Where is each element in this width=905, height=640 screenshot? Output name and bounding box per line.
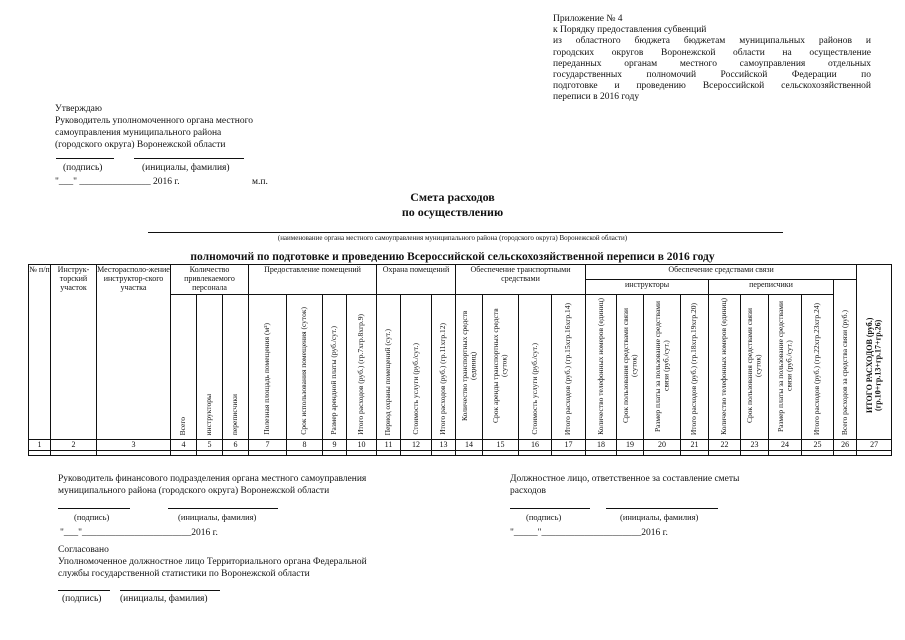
header-communication: Обеспечение средствами связи (586, 265, 857, 280)
header-col: инструкторы (197, 295, 223, 440)
initials-line (168, 508, 278, 509)
header-comm-total: Всего расходов за средства связи (руб.) (834, 280, 857, 440)
initials-caption: (инициалы, фамилия) (120, 594, 208, 604)
header-col: Срок пользования средствами связи (суток) (617, 295, 644, 440)
column-number: 9 (323, 440, 347, 451)
resp-date: "_____"_____________________2016 г. (510, 528, 668, 538)
resp-line: Должностное лицо, ответственное за составление сметы (510, 474, 740, 484)
doc-subtitle: по осуществлению (401, 205, 504, 219)
sign-caption: (подпись) (62, 594, 102, 604)
agreed-title: Согласовано (58, 545, 109, 555)
sign-caption: (подпись) (526, 512, 562, 522)
column-number: 26 (834, 440, 857, 451)
appendix-line: государственных полномочий Российской Федерации по (553, 70, 871, 81)
sign-caption: (подпись) (74, 512, 110, 522)
table-row (29, 451, 892, 456)
sign-caption: (подпись) (63, 163, 103, 173)
approve-line: самоуправления муниципального района (55, 128, 222, 138)
signature-line (58, 590, 110, 591)
org-line (148, 232, 783, 233)
header-staff: Количество привлекаемого персонала (171, 265, 249, 295)
initials-line (606, 508, 718, 509)
header-col: Срок использования помещения (суток) (287, 295, 323, 440)
column-number: 23 (741, 440, 769, 451)
column-number: 10 (347, 440, 377, 451)
header-col: Итого расходов (руб.) (гр.7хгр.8хгр.9) (347, 295, 377, 440)
agreed-line: Уполномоченное должностное лицо Территориального органа Федеральной (58, 557, 367, 567)
approve-line: Руководитель уполномоченного органа местного (55, 116, 253, 126)
signature-line (58, 508, 130, 509)
header-col: Количество телефонных номеров (единиц) (709, 295, 741, 440)
header-location: Месторасполо-жение инструктор-ского участка (97, 265, 171, 440)
column-number: 6 (223, 440, 249, 451)
header-col: Итого расходов (руб.) (гр.15хгр.16хгр.14) (552, 295, 586, 440)
header-col: Полезная площадь помещения (м²) (249, 295, 287, 440)
doc-purpose: полномочий по подготовке и проведению Всероссийской сельскохозяйственной переписи в 2016 году (190, 251, 715, 263)
column-number: 19 (617, 440, 644, 451)
column-number: 18 (586, 440, 617, 451)
column-number: 13 (432, 440, 456, 451)
initials-caption: (инициалы, фамилия) (620, 512, 699, 522)
approve-title: Утверждаю (55, 104, 102, 114)
header-comm-instructors: инструкторы (586, 280, 709, 295)
appendix-block (553, 14, 871, 104)
column-number: 14 (456, 440, 483, 451)
fin-line: муниципального района (городского округа) Воронежской области (58, 486, 330, 496)
header-col: Стоимость услуги (руб./сут.) (401, 295, 432, 440)
column-numbers-row (29, 440, 892, 451)
header-transport: Обеспечение транспортными средствами (456, 265, 586, 295)
column-number: 5 (197, 440, 223, 451)
resp-line: расходов (510, 486, 546, 496)
header-col: Итого расходов (руб.) (гр.18хгр.19хгр.20) (681, 295, 709, 440)
stamp-place: м.п. (252, 177, 268, 187)
column-number: 25 (802, 440, 834, 451)
signature-line (510, 508, 590, 509)
fin-line: Руководитель финансового подразделения органа местного самоуправления (58, 474, 367, 484)
appendix-line: из областного бюджета бюджетам муниципальных районов и (553, 36, 871, 47)
appendix-line: к Порядку предоставления субвенций (553, 25, 707, 36)
appendix-line: переданных органам местного самоуправления отдельных (553, 58, 871, 69)
column-number: 4 (171, 440, 197, 451)
header-col: Срок пользования средствами связи (суток) (741, 295, 769, 440)
initials-caption: (инициалы, фамилия) (142, 163, 230, 173)
fin-date: "___"_______________________2016 г. (60, 528, 218, 538)
appendix-line: Приложение № 4 (553, 14, 623, 24)
header-col: Итого расходов (руб.) (гр.22хгр.23хгр.24) (802, 295, 834, 440)
header-col: Срок аренды транспортных средств (суток) (483, 295, 519, 440)
header-col: Размер арендной платы (руб./сут.) (323, 295, 347, 440)
header-col: Всего (171, 295, 197, 440)
header-col: Период охраны помещений (сут.) (377, 295, 401, 440)
org-caption: (наименование органа местного самоуправления муниципального района (городского округа) Воронежской области) (277, 234, 628, 242)
column-number: 16 (519, 440, 552, 451)
appendix-line: подготовке и проведению Всероссийской сельскохозяйственной (553, 81, 871, 92)
column-number: 20 (644, 440, 681, 451)
column-number: 17 (552, 440, 586, 451)
header-col: Размер платы за пользование средствами связи (руб./сут.) (769, 295, 802, 440)
column-number: 11 (377, 440, 401, 451)
column-number: 8 (287, 440, 323, 451)
header-total: ИТОГО РАСХОДОВ (руб.) (гр.10+гр.13+гр.17+гр.26) (857, 265, 892, 440)
header-col: Размер платы за пользование средствами связи (руб./сут.) (644, 295, 681, 440)
column-number: 15 (483, 440, 519, 451)
approve-date: "___" _______________ 2016 г. (55, 177, 180, 187)
header-col: Количество транспортных средств (единиц) (456, 295, 483, 440)
initials-line (134, 158, 244, 159)
column-number: 27 (857, 440, 892, 451)
agreed-line: службы государственной статистики по Воронежской области (58, 569, 310, 579)
header-num: № п/п (29, 265, 51, 440)
header-security: Охрана помещений (377, 265, 456, 295)
signature-line (56, 158, 114, 159)
header-col: переписчики (223, 295, 249, 440)
column-number: 12 (401, 440, 432, 451)
column-number: 2 (51, 440, 97, 451)
column-number: 7 (249, 440, 287, 451)
column-number: 21 (681, 440, 709, 451)
header-instructor-area: Инструк-торский участок (51, 265, 97, 440)
initials-line (120, 590, 220, 591)
header-comm-enumerators: переписчики (709, 280, 834, 295)
header-premises: Предоставление помещений (249, 265, 377, 295)
column-number: 24 (769, 440, 802, 451)
approve-line: (городского округа) Воронежской области (55, 140, 226, 150)
estimate-table (28, 264, 892, 456)
header-col: Количество телефонных номеров (единиц) (586, 295, 617, 440)
doc-title: Смета расходов (410, 190, 495, 204)
appendix-line: городских округов Воронежской области на осуществление (553, 47, 871, 58)
header-col: Итого расходов (руб.) (гр.11хгр.12) (432, 295, 456, 440)
header-col: Стоимость услуги (руб./сут.) (519, 295, 552, 440)
initials-caption: (инициалы, фамилия) (178, 512, 257, 522)
column-number: 3 (97, 440, 171, 451)
appendix-line: переписи в 2016 году (553, 92, 640, 103)
column-number: 1 (29, 440, 51, 451)
column-number: 22 (709, 440, 741, 451)
